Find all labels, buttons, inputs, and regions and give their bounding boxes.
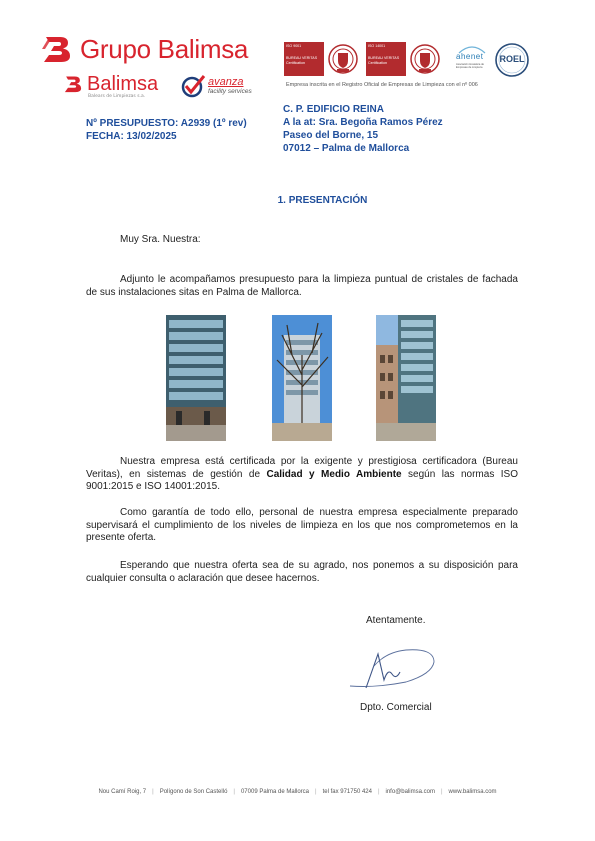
footer-poligono: Polígono de Son Castelló — [159, 789, 228, 795]
paragraph-text — [86, 456, 518, 494]
cert-code: ISO 9001 — [286, 44, 302, 48]
cert-label: Certification — [286, 61, 305, 65]
balimsa-logo — [62, 74, 158, 100]
paragraph-certification — [86, 456, 518, 494]
paragraph-text-part: según las normas ISO 9001:2015 e ISO 14001:2015. — [86, 468, 519, 493]
building-photo-3 — [376, 315, 436, 441]
logo-main-text: Grupo Balimsa — [80, 33, 249, 64]
cert-label-box — [284, 42, 324, 76]
greeting: Muy Sra. Nuestra: — [120, 234, 201, 245]
grupo-balimsa-logo — [40, 32, 248, 66]
paragraph-guarantee — [86, 507, 518, 545]
recipient-line: C. P. EDIFICIO REINA — [283, 104, 384, 115]
roel-logo — [494, 42, 530, 82]
recipient-line: A la at: Sra. Begoña Ramos Pérez — [283, 117, 443, 128]
salutation: Atentamente. — [366, 615, 426, 626]
balimsa-small-b-icon — [62, 74, 84, 94]
ahenet-tagline: Asociación Hostelera de Empresas de Limpieza — [456, 63, 484, 70]
footer-address: Nou Camí Roig, 7 — [98, 789, 147, 795]
iso-14001-badge — [366, 42, 444, 76]
footer-phone: tel fax 971750 424 — [322, 789, 372, 795]
cert-label-box — [366, 42, 406, 76]
logo-sub-text: Balimsa — [87, 73, 159, 95]
footer-city: 07009 Palma de Mallorca — [240, 789, 310, 795]
ahenet-logo — [455, 44, 489, 76]
page-footer: Nou Camí Roig, 7 | Polígono de Son Castelló | 07009 Palma de Mallorca | tel fax 971750 424 | info@balimsa.com | www.balimsa.com — [98, 789, 497, 795]
roel-text: ROEL — [499, 54, 525, 64]
bureau-veritas-seal-icon — [324, 42, 362, 76]
iso-9001-badge — [284, 42, 362, 76]
recipient-address — [283, 103, 443, 155]
registro-text: Empresa inscrita en el Registro Oficial de Empresas de Limpieza con el nº 006 — [286, 82, 478, 88]
cert-issuer: BUREAU VERITAS — [368, 56, 400, 60]
cert-code: ISO 14001 — [368, 44, 386, 48]
department: Dpto. Comercial — [360, 702, 432, 713]
cert-label: Certification — [368, 61, 387, 65]
avanza-check-icon — [180, 74, 206, 98]
paragraph-text: Como garantía de todo ello, personal de nuestra empresa especialmente preparado supervisará el cumplimiento de los niveles de limpieza en los que nos comprometemos en la presente oferta. — [86, 507, 518, 544]
paragraph-text: Adjunto le acompañamos presupuesto para la limpieza puntual de cristales de fachada de sus instalaciones sitas en Palma de Mallorca. — [86, 274, 518, 298]
section-title-text: 1. PRESENTACIÓN — [277, 195, 368, 206]
building-photo-2 — [272, 315, 332, 441]
paragraph-closing — [86, 560, 518, 585]
reference-block — [86, 117, 247, 143]
section-title — [0, 194, 595, 207]
bureau-veritas-seal-icon — [406, 42, 444, 76]
recipient-line: 07012 – Palma de Mallorca — [283, 143, 410, 154]
ahenet-name: ahenet — [456, 52, 484, 61]
avanza-tagline: facility services — [208, 87, 252, 95]
presupuesto-number: Nº PRESUPUESTO: A2939 (1º rev) — [86, 118, 247, 129]
footer-email[interactable]: info@balimsa.com — [385, 789, 435, 795]
recipient-line: Paseo del Borne, 15 — [283, 130, 379, 141]
paragraph-text-part: Nuestra empresa está certificada por la exigente y prestigiosa certificadora (Bureau Veritas), en sistemas de gestión de — [86, 456, 518, 480]
presupuesto-date: FECHA: 13/02/2025 — [86, 131, 177, 142]
paragraph-text: Esperando que nuestra oferta sea de su agrado, nos ponemos a su disposición para cualquier consulta o aclaración que desee hacernos. — [86, 560, 518, 584]
footer-web[interactable]: www.balimsa.com — [448, 789, 497, 795]
logo-sub-tagline: Balears de Limpiezas s.a. — [88, 94, 146, 99]
paragraph-bold-text: Calidad y Medio Ambiente — [266, 468, 402, 480]
paragraph-intro — [86, 274, 518, 299]
balimsa-b-logo-icon — [40, 33, 74, 65]
handwritten-signature — [346, 644, 438, 698]
cert-issuer: BUREAU VERITAS — [286, 56, 318, 60]
avanza-logo — [180, 74, 252, 98]
building-photo-1 — [166, 315, 226, 441]
avanza-name: avanza — [208, 75, 244, 88]
